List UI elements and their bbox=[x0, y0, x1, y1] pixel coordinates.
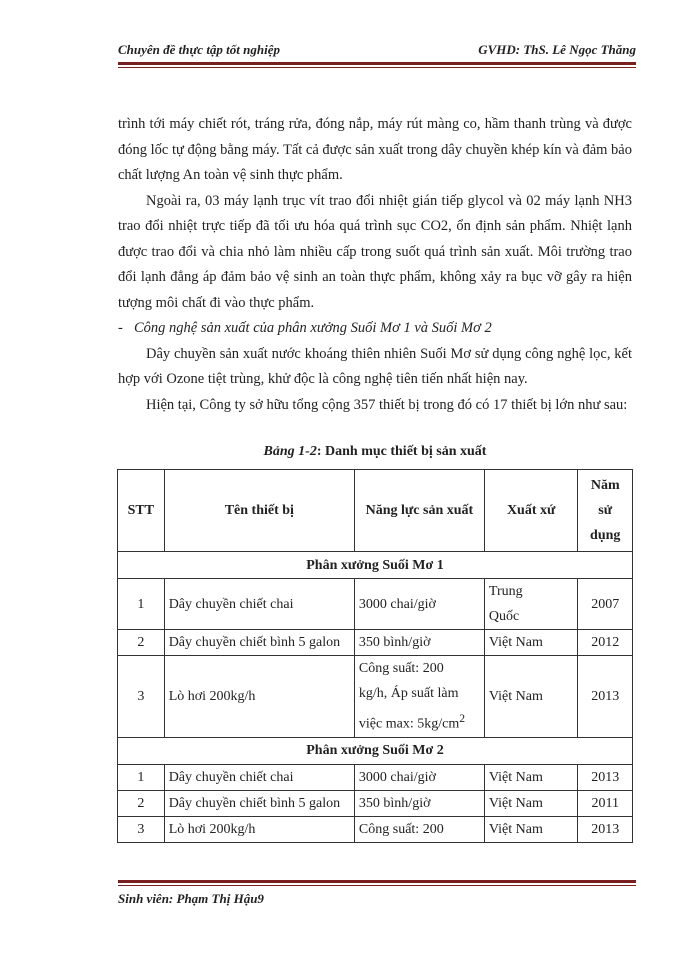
cell-year: 2013 bbox=[578, 656, 633, 738]
cell-year: 2013 bbox=[578, 764, 633, 790]
header-rule-thick bbox=[118, 62, 636, 65]
cell-name: Lò hơi 200kg/h bbox=[164, 816, 354, 842]
cell-name: Dây chuyền chiết bình 5 galon bbox=[164, 790, 354, 816]
cell-year: 2007 bbox=[578, 579, 633, 630]
header-year-line2: sử bbox=[598, 503, 613, 518]
header-stt: STT bbox=[118, 470, 165, 552]
paragraph-1: trình tới máy chiết rót, tráng rửa, đóng nắp, máy rút màng co, hầm thanh trùng và được đóng lốc tự động bằng máy. Tất cả được sản xuất trong dây chuyền khép kín và đảm bảo chất lượng An toàn vệ sinh thực phẩm. bbox=[118, 116, 632, 183]
header-origin: Xuất xứ bbox=[484, 470, 578, 552]
cell-year: 2011 bbox=[578, 790, 633, 816]
bullet-item bbox=[118, 316, 632, 342]
table-caption-label: Bảng 1-2 bbox=[263, 444, 317, 459]
bullet-dash: - bbox=[118, 320, 123, 336]
cell-origin: Việt Nam bbox=[484, 764, 578, 790]
group-title-1: Phân xưởng Suối Mơ 1 bbox=[118, 552, 633, 579]
header-year-line1: Năm bbox=[590, 478, 620, 493]
cell-capacity-superscript: 2 bbox=[459, 712, 466, 725]
cell-name: Lò hơi 200kg/h bbox=[164, 656, 354, 738]
cell-capacity: 350 bình/giờ bbox=[354, 790, 484, 816]
footer-student: Sinh viên: Phạm Thị Hậu9 bbox=[118, 891, 264, 906]
paragraph-2: Ngoài ra, 03 máy lạnh trục vít trao đổi nhiệt gián tiếp glycol và 02 máy lạnh NH3 trao đổi nhiệt trực tiếp đã tối ưu hóa quá trình sục CO2, ổn định sản phẩm. Nhiệt lạnh được trao đổi và chia nhỏ làm nhiều cấp trong suốt quá trình sản xuất. Môi trường trao đổi lạnh đẳng áp đảm bảo vệ sinh an toàn thực phẩm, không xảy ra bục vỡ gây ra hiện tượng môi chất đi vào thực phẩm. bbox=[118, 192, 632, 311]
footer-rule-thick bbox=[118, 880, 636, 883]
cell-capacity: 3000 chai/giờ bbox=[354, 579, 484, 630]
cell-origin-line1: Trung bbox=[488, 584, 523, 599]
group-row-2 bbox=[118, 737, 633, 764]
footer-rule-thin bbox=[118, 885, 636, 886]
cell-capacity-line3-text: việc max: 5kg/cm bbox=[358, 716, 460, 732]
header-year bbox=[578, 470, 633, 552]
cell-year: 2013 bbox=[578, 816, 633, 842]
table-row bbox=[118, 579, 633, 630]
header-capacity: Năng lực sản xuất bbox=[354, 470, 484, 552]
cell-origin: Việt Nam bbox=[484, 630, 578, 656]
cell-origin: Việt Nam bbox=[484, 816, 578, 842]
paragraph-3: Dây chuyền sản xuất nước khoáng thiên nhiên Suối Mơ sử dụng công nghệ lọc, kết hợp với Ozone tiệt trùng, khử độc là công nghệ tiên tiến nhất hiện nay. bbox=[118, 345, 632, 387]
cell-stt: 1 bbox=[118, 579, 165, 630]
equipment-table bbox=[117, 469, 633, 843]
group-row-1 bbox=[118, 552, 633, 579]
cell-origin: Việt Nam bbox=[484, 656, 578, 738]
group-title-2: Phân xưởng Suối Mơ 2 bbox=[118, 737, 633, 764]
table-row bbox=[118, 790, 633, 816]
cell-capacity-line3 bbox=[359, 706, 480, 737]
table-caption bbox=[118, 444, 632, 460]
cell-capacity: 350 bình/giờ bbox=[354, 630, 484, 656]
table-header-row bbox=[118, 470, 633, 552]
cell-stt: 3 bbox=[118, 656, 165, 738]
cell-capacity-line1: Công suất: 200 bbox=[358, 661, 444, 676]
cell-year: 2012 bbox=[578, 630, 633, 656]
body-text bbox=[118, 112, 632, 418]
cell-name: Dây chuyền chiết chai bbox=[164, 764, 354, 790]
table-row bbox=[118, 764, 633, 790]
table-row bbox=[118, 630, 633, 656]
header-name: Tên thiết bị bbox=[164, 470, 354, 552]
paragraph-4: Hiện tại, Công ty sở hữu tổng cộng 357 thiết bị trong đó có 17 thiết bị lớn như sau: bbox=[146, 396, 628, 413]
cell-stt: 2 bbox=[118, 630, 165, 656]
table-row bbox=[118, 816, 633, 842]
header-advisor: GVHD: ThS. Lê Ngọc Thăng bbox=[478, 42, 636, 57]
cell-capacity: 3000 chai/giờ bbox=[354, 764, 484, 790]
cell-name: Dây chuyền chiết chai bbox=[164, 579, 354, 630]
cell-capacity bbox=[354, 656, 484, 738]
header-title: Chuyên đề thực tập tốt nghiệp bbox=[118, 42, 280, 57]
header-rule-thin bbox=[118, 67, 636, 68]
table-row bbox=[118, 656, 633, 738]
cell-origin: Việt Nam bbox=[484, 790, 578, 816]
bullet-text: Công nghệ sản xuất của phân xưởng Suối Mơ 1 và Suối Mơ 2 bbox=[134, 320, 492, 336]
cell-stt: 3 bbox=[118, 816, 165, 842]
cell-capacity-line2: kg/h, Áp suất làm bbox=[358, 686, 459, 701]
table-caption-title: : Danh mục thiết bị sản xuất bbox=[316, 444, 487, 459]
header-year-line3: dụng bbox=[590, 528, 621, 543]
cell-stt: 1 bbox=[118, 764, 165, 790]
cell-origin bbox=[484, 579, 578, 630]
cell-origin-line2: Quốc bbox=[488, 609, 520, 624]
cell-stt: 2 bbox=[118, 790, 165, 816]
cell-name: Dây chuyền chiết bình 5 galon bbox=[164, 630, 354, 656]
cell-capacity: Công suất: 200 bbox=[354, 816, 484, 842]
